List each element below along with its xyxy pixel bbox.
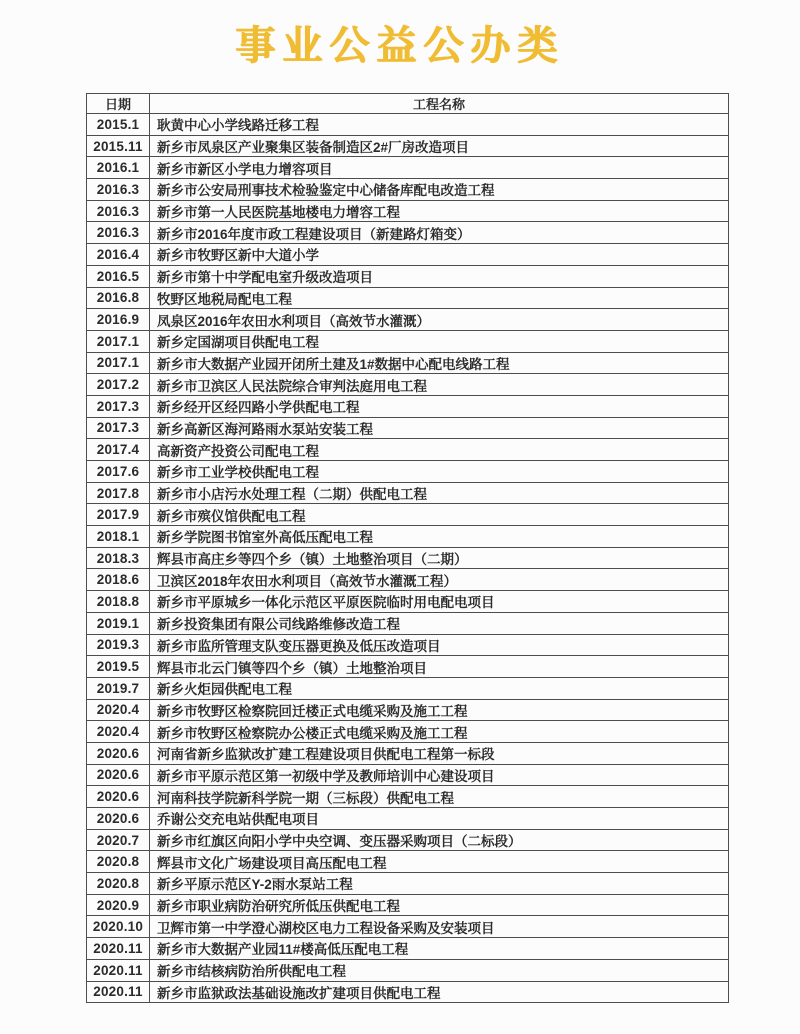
- project-cell: 新乡市第一人民医院基地楼电力增容工程: [150, 200, 729, 222]
- project-cell: 卫滨区2018年农田水利项目（高效节水灌溉工程）: [150, 569, 729, 591]
- date-cell: 2016.3: [87, 222, 150, 244]
- project-cell: 新乡市牧野区检察院回迁楼正式电缆采购及施工工程: [150, 699, 729, 721]
- date-cell: 2015.1: [87, 114, 150, 136]
- table-row: [87, 873, 729, 895]
- project-cell: 高新资产投资公司配电工程: [150, 439, 729, 461]
- table-row: [87, 742, 729, 764]
- table-row: [87, 569, 729, 591]
- date-cell: 2020.8: [87, 851, 150, 873]
- date-cell: 2017.3: [87, 417, 150, 439]
- table-row: [87, 179, 729, 201]
- date-cell: 2020.11: [87, 959, 150, 981]
- table-row: [87, 959, 729, 981]
- project-cell: 新乡高新区海河路雨水泵站安装工程: [150, 417, 729, 439]
- table-row: [87, 591, 729, 613]
- table-row: [87, 526, 729, 548]
- table-body: [87, 114, 729, 1003]
- table-row: [87, 851, 729, 873]
- date-cell: 2020.6: [87, 808, 150, 830]
- table-row: [87, 309, 729, 331]
- project-cell: 新乡市监所管理支队变压器更换及低压改造项目: [150, 634, 729, 656]
- date-cell: 2016.8: [87, 287, 150, 309]
- date-cell: 2020.6: [87, 742, 150, 764]
- table-row: [87, 395, 729, 417]
- date-cell: 2020.6: [87, 786, 150, 808]
- table-row: [87, 417, 729, 439]
- date-cell: 2018.3: [87, 547, 150, 569]
- project-cell: 新乡投资集团有限公司线路维修改造工程: [150, 612, 729, 634]
- date-cell: 2019.1: [87, 612, 150, 634]
- project-cell: 辉县市高庄乡等四个乡（镇）土地整治项目（二期）: [150, 547, 729, 569]
- project-cell: 新乡市第十中学配电室升级改造项目: [150, 265, 729, 287]
- project-cell: 新乡市大数据产业园11#楼高低压配电工程: [150, 938, 729, 960]
- project-cell: 凤泉区2016年农田水利项目（高效节水灌溉）: [150, 309, 729, 331]
- table-row: [87, 222, 729, 244]
- date-cell: 2015.11: [87, 135, 150, 157]
- date-cell: 2020.7: [87, 829, 150, 851]
- table-row: [87, 677, 729, 699]
- date-cell: 2020.9: [87, 894, 150, 916]
- table-row: [87, 808, 729, 830]
- project-cell: 新乡经开区经四路小学供配电工程: [150, 395, 729, 417]
- project-cell: 河南科技学院新科学院一期（三标段）供配电工程: [150, 786, 729, 808]
- project-cell: 新乡市工业学校供配电工程: [150, 461, 729, 483]
- project-cell: 新乡市卫滨区人民法院综合审判法庭用电工程: [150, 374, 729, 396]
- table-row: [87, 699, 729, 721]
- date-cell: 2019.3: [87, 634, 150, 656]
- date-cell: 2017.4: [87, 439, 150, 461]
- date-cell: 2018.6: [87, 569, 150, 591]
- table-row: [87, 504, 729, 526]
- project-cell: 新乡市2016年度市政工程建设项目（新建路灯箱变）: [150, 222, 729, 244]
- date-cell: 2020.4: [87, 721, 150, 743]
- table-header-row: [87, 94, 729, 114]
- project-cell: 新乡市牧野区新中大道小学: [150, 244, 729, 266]
- date-cell: 2017.2: [87, 374, 150, 396]
- project-cell: 河南省新乡监狱改扩建工程建设项目供配电工程第一标段: [150, 742, 729, 764]
- table-row: [87, 547, 729, 569]
- project-cell: 耿黄中心小学线路迁移工程: [150, 114, 729, 136]
- date-cell: 2016.4: [87, 244, 150, 266]
- date-cell: 2019.5: [87, 656, 150, 678]
- project-cell: 新乡学院图书馆室外高低压配电工程: [150, 526, 729, 548]
- table-row: [87, 157, 729, 179]
- project-cell: 新乡市平原示范区第一初级中学及教师培训中心建设项目: [150, 764, 729, 786]
- project-cell: 牧野区地税局配电工程: [150, 287, 729, 309]
- table-row: [87, 244, 729, 266]
- project-cell: 新乡市小店污水处理工程（二期）供配电工程: [150, 482, 729, 504]
- table-row: [87, 200, 729, 222]
- date-cell: 2020.8: [87, 873, 150, 895]
- date-cell: 2020.11: [87, 938, 150, 960]
- project-cell: 新乡平原示范区Y-2雨水泵站工程: [150, 873, 729, 895]
- project-cell: 辉县市北云门镇等四个乡（镇）土地整治项目: [150, 656, 729, 678]
- project-name-column-header: 工程名称: [150, 94, 729, 114]
- table-row: [87, 439, 729, 461]
- table-row: [87, 981, 729, 1003]
- date-cell: 2017.3: [87, 395, 150, 417]
- project-cell: 辉县市文化广场建设项目高压配电工程: [150, 851, 729, 873]
- project-cell: 乔谢公交充电站供配电项目: [150, 808, 729, 830]
- date-cell: 2016.1: [87, 157, 150, 179]
- table-row: [87, 330, 729, 352]
- project-cell: 新乡市凤泉区产业聚集区装备制造区2#厂房改造项目: [150, 135, 729, 157]
- table-row: [87, 461, 729, 483]
- date-cell: 2016.9: [87, 309, 150, 331]
- table-row: [87, 829, 729, 851]
- table-row: [87, 352, 729, 374]
- date-cell: 2016.3: [87, 179, 150, 201]
- project-cell: 新乡市监狱政法基础设施改扩建项目供配电工程: [150, 981, 729, 1003]
- date-cell: 2017.6: [87, 461, 150, 483]
- page-title: 事业公益公办类: [235, 24, 565, 68]
- date-cell: 2017.9: [87, 504, 150, 526]
- table-row: [87, 894, 729, 916]
- date-cell: 2017.1: [87, 330, 150, 352]
- table-row: [87, 721, 729, 743]
- project-cell: 新乡市公安局刑事技术检验鉴定中心储备库配电改造工程: [150, 179, 729, 201]
- project-cell: 新乡市平原城乡一体化示范区平原医院临时用电配电项目: [150, 591, 729, 613]
- table-row: [87, 916, 729, 938]
- date-cell: 2016.3: [87, 200, 150, 222]
- date-cell: 2017.8: [87, 482, 150, 504]
- table-row: [87, 287, 729, 309]
- date-cell: 2018.1: [87, 526, 150, 548]
- table-row: [87, 114, 729, 136]
- project-cell: 新乡市新区小学电力增容项目: [150, 157, 729, 179]
- table-row: [87, 656, 729, 678]
- table-row: [87, 265, 729, 287]
- date-cell: 2020.11: [87, 981, 150, 1003]
- project-cell: 新乡市大数据产业园开闭所土建及1#数据中心配电线路工程: [150, 352, 729, 374]
- date-cell: 2018.8: [87, 591, 150, 613]
- table-row: [87, 612, 729, 634]
- date-cell: 2019.7: [87, 677, 150, 699]
- project-cell: 新乡市红旗区向阳小学中央空调、变压器采购项目（二标段）: [150, 829, 729, 851]
- date-cell: 2020.10: [87, 916, 150, 938]
- table-row: [87, 786, 729, 808]
- project-cell: 新乡市职业病防治研究所低压供配电工程: [150, 894, 729, 916]
- project-cell: 新乡定国湖项目供配电工程: [150, 330, 729, 352]
- date-cell: 2020.6: [87, 764, 150, 786]
- date-cell: 2020.4: [87, 699, 150, 721]
- project-cell: 新乡市结核病防治所供配电工程: [150, 959, 729, 981]
- date-cell: 2016.5: [87, 265, 150, 287]
- table-row: [87, 482, 729, 504]
- date-column-header: 日期: [87, 94, 150, 114]
- table-row: [87, 938, 729, 960]
- project-cell: 新乡市牧野区检察院办公楼正式电缆采购及施工工程: [150, 721, 729, 743]
- project-cell: 新乡火炬园供配电工程: [150, 677, 729, 699]
- table-row: [87, 374, 729, 396]
- table-row: [87, 135, 729, 157]
- project-cell: 卫辉市第一中学澄心湖校区电力工程设备采购及安装项目: [150, 916, 729, 938]
- project-table: [86, 93, 729, 1003]
- table-row: [87, 764, 729, 786]
- table-row: [87, 634, 729, 656]
- date-cell: 2017.1: [87, 352, 150, 374]
- project-cell: 新乡市殡仪馆供配电工程: [150, 504, 729, 526]
